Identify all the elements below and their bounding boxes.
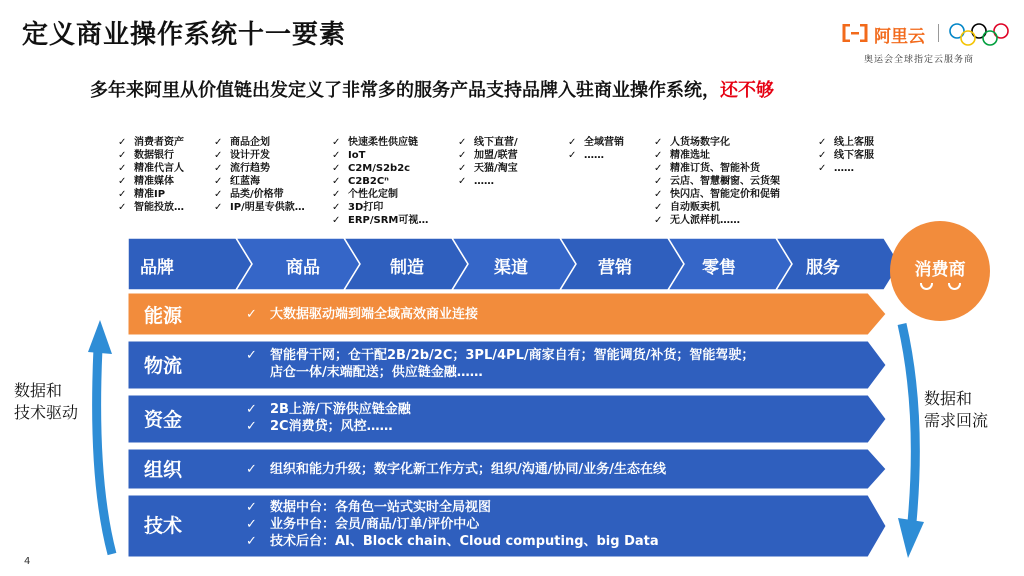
detail-item [118, 149, 184, 162]
detail-item-text: 精准订货、智能补货 [670, 163, 760, 174]
detail-column [118, 136, 184, 214]
check-icon: ✓ [458, 150, 467, 161]
element-row [128, 395, 886, 443]
detail-item [568, 136, 624, 149]
check-icon: ✓ [246, 500, 257, 515]
detail-item [332, 149, 428, 162]
detail-item-text: …… [474, 176, 494, 187]
row-title: 物流 [144, 355, 183, 377]
check-icon: ✓ [214, 189, 223, 200]
detail-column [458, 136, 518, 188]
detail-item-text: …… [584, 150, 604, 161]
check-icon: ✓ [654, 176, 663, 187]
row-item-text: 业务中台：会员/商品/订单/评价中心 [270, 517, 480, 532]
check-icon: ✓ [654, 189, 663, 200]
detail-column [214, 136, 305, 214]
subtitle-main: 多年来阿里从价值链出发定义了非常多的服务产品支持品牌入驻商业操作系统， [90, 80, 720, 101]
detail-item [818, 136, 874, 149]
row-item [246, 401, 411, 418]
detail-item [118, 136, 184, 149]
detail-item [214, 136, 305, 149]
aliyun-logo [842, 22, 1012, 46]
row-item [246, 516, 659, 533]
detail-item-text: 人货场数字化 [670, 137, 730, 148]
left-up-arrow-icon [86, 318, 120, 558]
detail-item-text: 加盟/联营 [474, 150, 518, 161]
check-icon: ✓ [246, 348, 257, 363]
detail-item-text: 精准IP [134, 189, 166, 200]
element-row [128, 341, 886, 389]
consumer-label: 消费商 [914, 260, 966, 280]
row-title: 资金 [144, 409, 183, 431]
check-icon: ✓ [568, 150, 577, 161]
row-background [128, 395, 886, 443]
row-item [246, 306, 478, 323]
left-side-line: 数据和 [14, 381, 63, 400]
row-item-text: 组织和能力升级；数字化新工作方式；组织/沟通/协同/业务/生态在线 [270, 462, 666, 477]
row-title: 能源 [144, 305, 183, 327]
detail-item-text: 红蓝海 [230, 176, 260, 187]
chain-label: 制造 [390, 258, 424, 278]
detail-column [818, 136, 874, 175]
detail-item-text: 精准媒体 [134, 176, 174, 187]
detail-item-text: 3D打印 [348, 202, 384, 213]
check-icon: ✓ [246, 307, 257, 322]
check-icon: ✓ [246, 534, 257, 549]
detail-item-text: 无人派样机…… [670, 215, 740, 226]
detail-item-text: 消费者资产 [134, 137, 184, 148]
row-item [246, 461, 666, 478]
detail-item-text: 精准代言人 [134, 163, 184, 174]
detail-item [654, 175, 780, 188]
element-row [128, 293, 886, 335]
detail-item [654, 162, 780, 175]
row-title: 技术 [144, 515, 183, 537]
check-icon: ✓ [118, 189, 127, 200]
check-icon: ✓ [118, 150, 127, 161]
check-icon: ✓ [568, 137, 577, 148]
check-icon: ✓ [654, 215, 663, 226]
check-icon: ✓ [246, 402, 257, 417]
detail-column [568, 136, 624, 162]
page-number: 4 [24, 556, 31, 567]
row-items [246, 461, 666, 478]
detail-item-text: 天猫/淘宝 [474, 163, 518, 174]
check-icon: ✓ [332, 202, 341, 213]
detail-item [458, 149, 518, 162]
row-item-text: 店仓一体/末端配送；供应链金融…… [270, 365, 483, 380]
detail-item-text: 流行趋势 [230, 163, 270, 174]
row-item-text: 技术后台：AI、Block chain、Cloud computing、big Data [270, 534, 659, 549]
detail-item [654, 201, 780, 214]
detail-item [654, 188, 780, 201]
detail-item-text: 设计开发 [230, 150, 270, 161]
left-side-label [14, 380, 78, 424]
row-item-text: 数据中台：各角色一站式实时全局视图 [270, 500, 492, 515]
detail-item-text: 品类/价格带 [230, 189, 284, 200]
chain-label: 零售 [702, 258, 736, 278]
row-items [246, 401, 411, 435]
check-icon: ✓ [458, 163, 467, 174]
detail-item [332, 214, 428, 227]
detail-item [458, 162, 518, 175]
check-icon: ✓ [214, 176, 223, 187]
chain-label: 服务 [806, 258, 840, 278]
detail-item-text: C2M/S2b2c [348, 163, 411, 174]
detail-item-text: 商品企划 [230, 137, 270, 148]
row-item [246, 499, 659, 516]
check-icon: ✓ [118, 176, 127, 187]
detail-item [332, 201, 428, 214]
detail-item [654, 149, 780, 162]
check-icon: ✓ [458, 176, 467, 187]
detail-item-text: 数据银行 [134, 150, 174, 161]
check-icon: ✓ [214, 137, 223, 148]
detail-column [332, 136, 428, 227]
detail-item [214, 162, 305, 175]
detail-item [332, 188, 428, 201]
row-background [128, 293, 886, 335]
check-icon: ✓ [654, 202, 663, 213]
logo-divider [938, 24, 939, 42]
detail-item-text: 云店、智慧橱窗、云货架 [670, 176, 780, 187]
detail-item-text: 线下直营/ [474, 137, 518, 148]
check-icon: ✓ [214, 202, 223, 213]
detail-item [214, 188, 305, 201]
chain-label: 商品 [286, 258, 320, 278]
check-icon: ✓ [246, 419, 257, 434]
logo-brand: 阿里云 [874, 27, 925, 47]
detail-item [332, 162, 428, 175]
detail-item-text: …… [834, 163, 854, 174]
right-side-line: 需求回流 [924, 411, 989, 430]
detail-item [332, 175, 428, 188]
detail-item [654, 214, 780, 227]
detail-item [214, 201, 305, 214]
detail-item [818, 162, 874, 175]
detail-item [118, 188, 184, 201]
right-eye-icon [948, 283, 961, 290]
check-icon: ✓ [332, 150, 341, 161]
detail-item [458, 175, 518, 188]
chain-label: 渠道 [494, 258, 528, 278]
element-row [128, 449, 886, 489]
logo-subtitle: 奥运会全球指定云服务商 [864, 55, 975, 65]
detail-item-text: 快速柔性供应链 [348, 137, 418, 148]
detail-item-text: C2B2Cⁿ [348, 176, 389, 187]
detail-item [332, 136, 428, 149]
element-row [128, 495, 886, 557]
slide-subtitle [90, 76, 774, 102]
detail-item [568, 149, 624, 162]
left-side-line: 技术驱动 [14, 403, 79, 422]
right-down-arrow-icon [892, 322, 926, 562]
right-side-line: 数据和 [924, 389, 973, 408]
row-item [246, 364, 754, 381]
detail-item-text: 个性化定制 [348, 189, 398, 200]
row-items [246, 347, 754, 381]
subtitle-highlight: 还不够 [720, 80, 774, 101]
row-items [246, 306, 478, 323]
check-icon: ✓ [246, 517, 257, 532]
detail-item [458, 136, 518, 149]
detail-item-text: 线下客服 [834, 150, 874, 161]
row-item [246, 418, 411, 435]
detail-item [118, 162, 184, 175]
aliyun-bracket-icon [842, 24, 868, 42]
check-icon: ✓ [818, 163, 827, 174]
row-title: 组织 [144, 459, 183, 481]
row-item [246, 347, 754, 364]
check-icon: ✓ [118, 163, 127, 174]
detail-item [118, 201, 184, 214]
row-item-text: 2C消费贷；风控…… [270, 419, 393, 434]
check-icon: ✓ [654, 150, 663, 161]
detail-item-text: IP/明星专供款… [230, 202, 305, 213]
check-icon: ✓ [654, 163, 663, 174]
check-icon: ✓ [118, 202, 127, 213]
check-icon: ✓ [332, 215, 341, 226]
detail-column [654, 136, 780, 227]
detail-item-text: 全域营销 [584, 137, 624, 148]
check-icon: ✓ [246, 462, 257, 477]
detail-item-text: 智能投放… [134, 202, 184, 213]
row-items [246, 499, 659, 550]
detail-item [818, 149, 874, 162]
check-icon: ✓ [214, 150, 223, 161]
detail-item-text: 精准选址 [670, 150, 710, 161]
check-icon: ✓ [332, 137, 341, 148]
row-item-text: 大数据驱动端到端全域高效商业连接 [270, 307, 479, 322]
row-item-text: 2B上游/下游供应链金融 [270, 402, 411, 417]
chain-label: 营销 [598, 258, 632, 278]
detail-item [654, 136, 780, 149]
chain-label: 品牌 [140, 258, 174, 278]
olympic-rings-icon [946, 22, 1012, 46]
row-item [246, 533, 659, 550]
check-icon: ✓ [118, 137, 127, 148]
left-eye-icon [920, 283, 933, 290]
row-item-text: 智能骨干网；仓干配2B/2b/2C；3PL/4PL/商家自有；智能调货/补货；智能驾驶； [270, 348, 755, 363]
check-icon: ✓ [332, 163, 341, 174]
detail-item-text: 自动贩卖机 [670, 202, 720, 213]
detail-item [214, 149, 305, 162]
check-icon: ✓ [818, 150, 827, 161]
detail-item [214, 175, 305, 188]
check-icon: ✓ [458, 137, 467, 148]
slide-title: 定义商业操作系统十一要素 [22, 20, 347, 50]
right-side-label [924, 388, 988, 432]
detail-item-text: IoT [348, 150, 366, 161]
check-icon: ✓ [818, 137, 827, 148]
detail-item-text: 快闪店、智能定价和促销 [670, 189, 780, 200]
check-icon: ✓ [332, 176, 341, 187]
check-icon: ✓ [654, 137, 663, 148]
check-icon: ✓ [214, 163, 223, 174]
consumer-face [890, 221, 990, 321]
detail-item-text: 线上客服 [834, 137, 874, 148]
detail-item [118, 175, 184, 188]
detail-item-text: ERP/SRM可视… [348, 215, 429, 226]
check-icon: ✓ [332, 189, 341, 200]
